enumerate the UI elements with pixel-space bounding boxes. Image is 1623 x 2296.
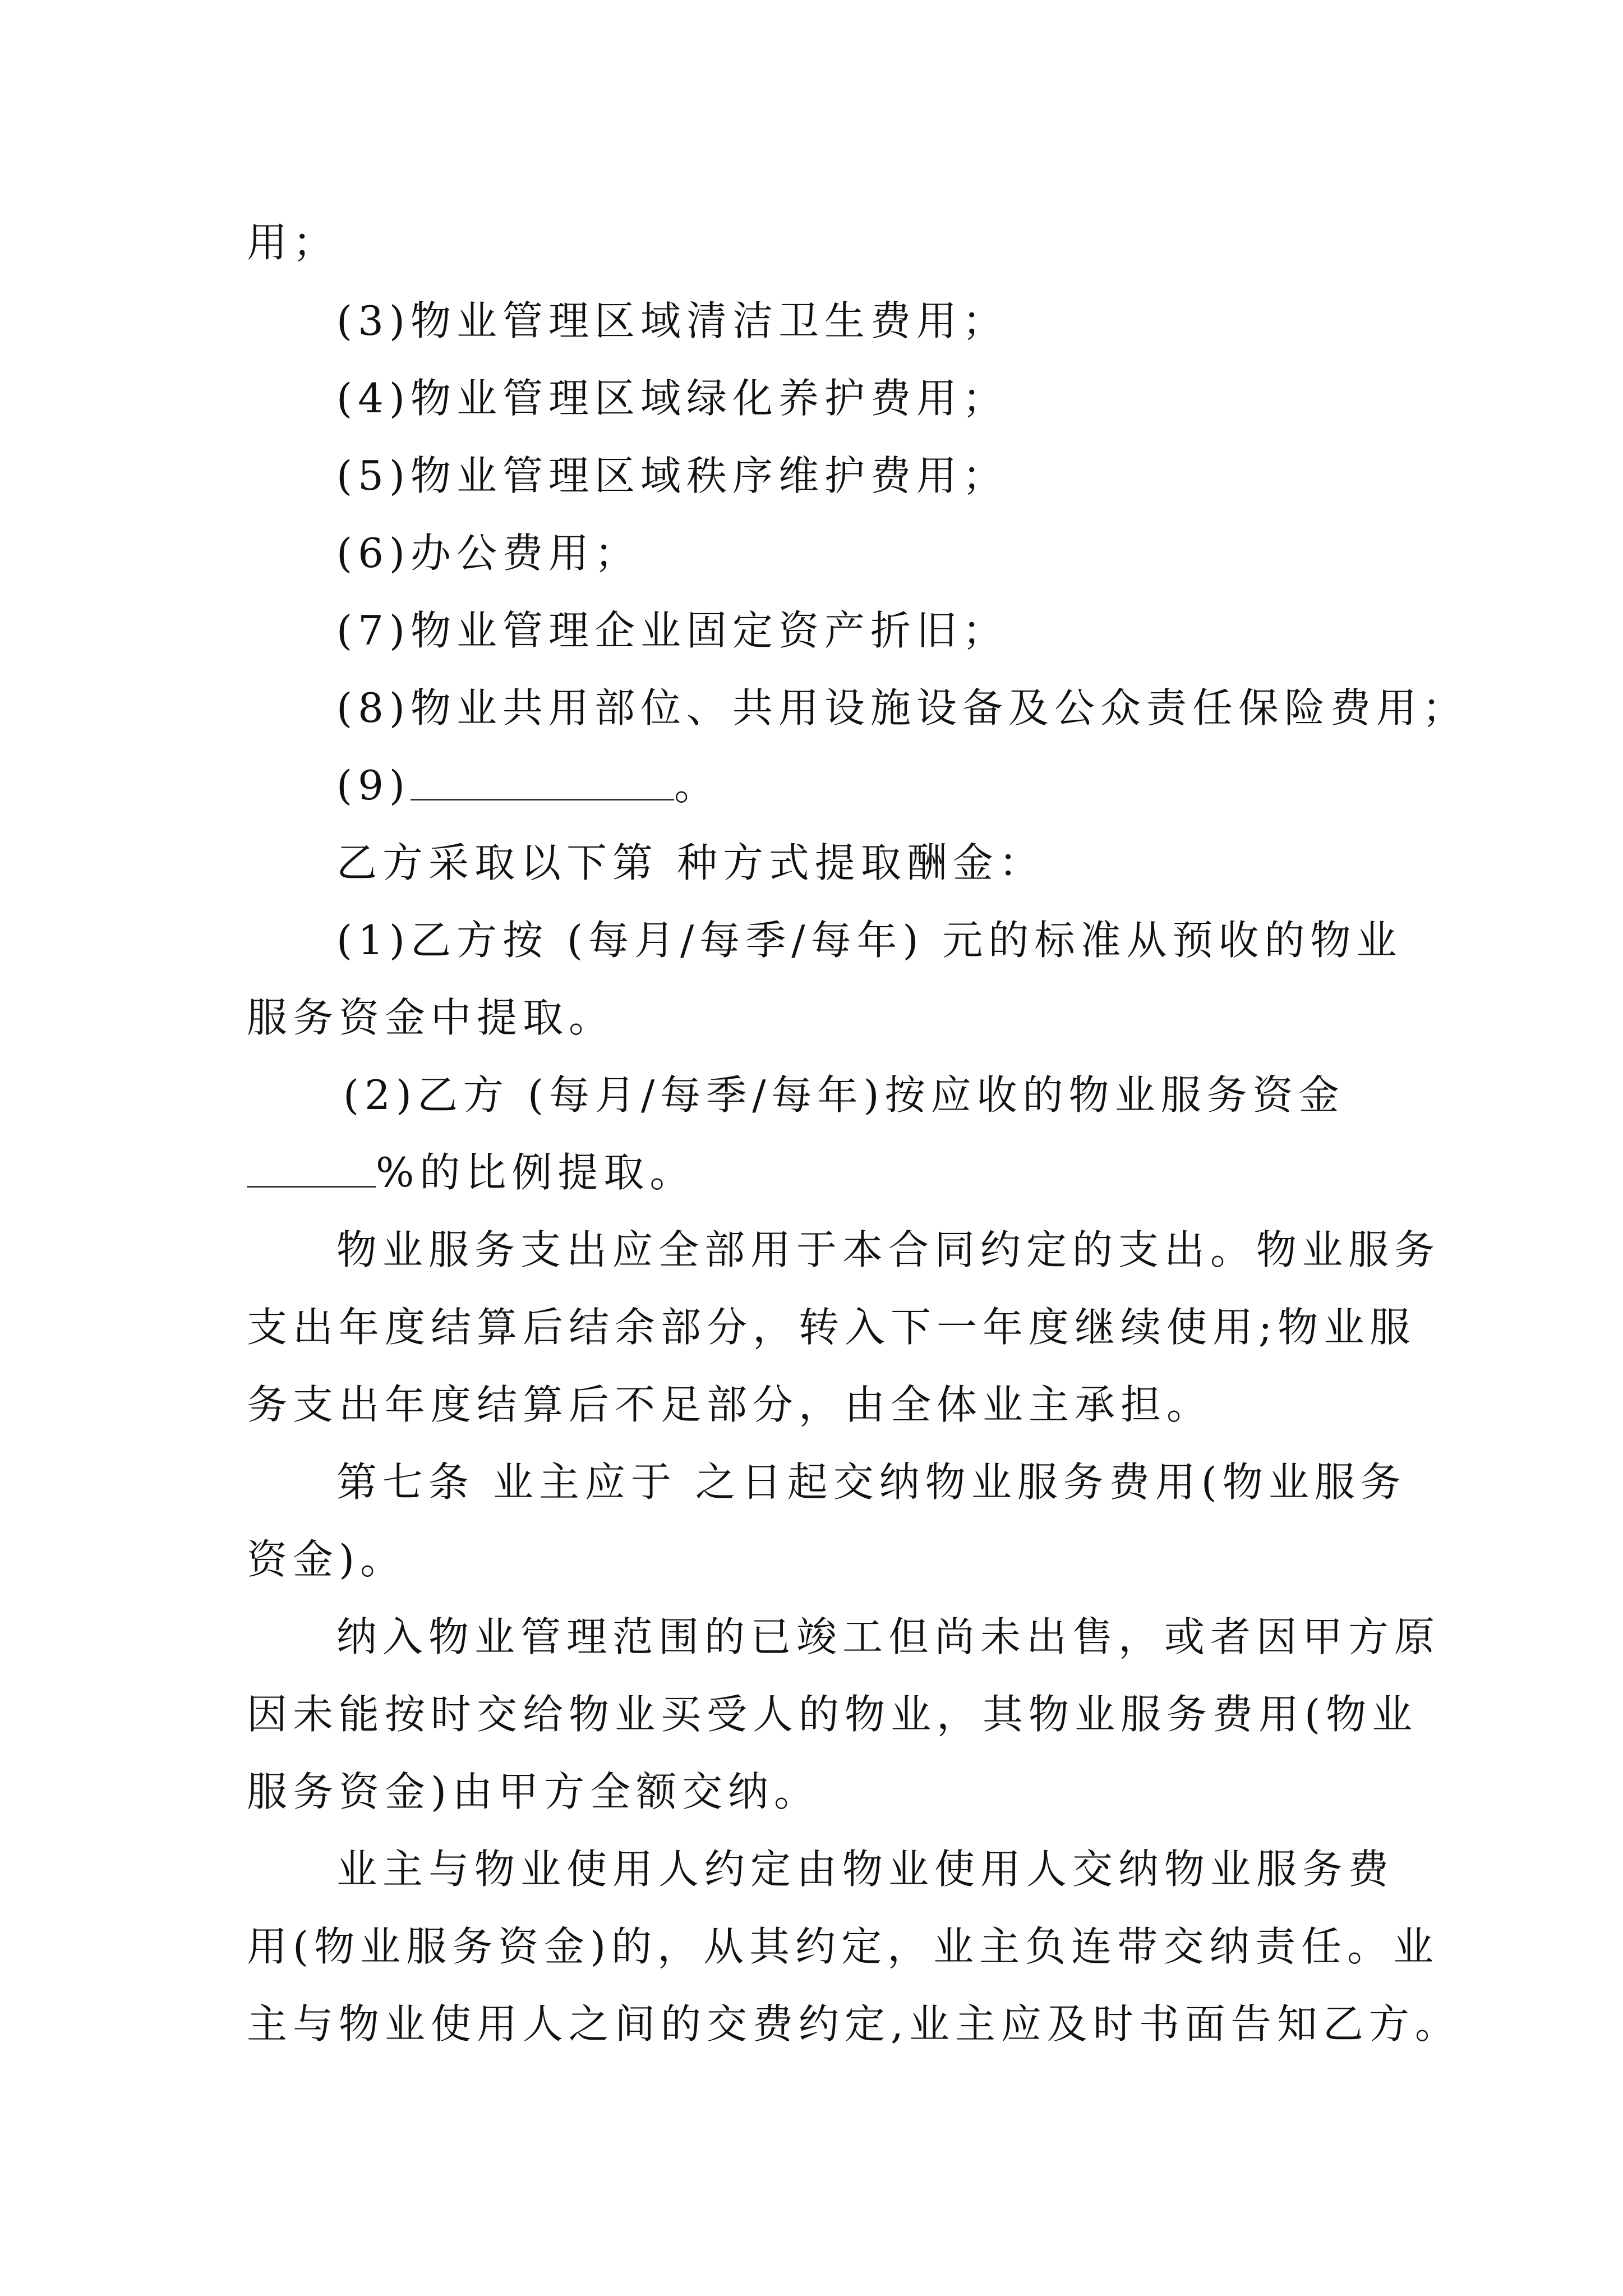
paragraph-unsold-line-2: [247, 1675, 1418, 1754]
paragraph-expenditure-line-2: [247, 1288, 1416, 1366]
paragraph-expenditure-line-3: [247, 1365, 1402, 1444]
line-text: (6)办公费用；: [336, 530, 640, 577]
line-text: 。: [674, 762, 721, 809]
line-text: %的比例提取。: [376, 1149, 696, 1196]
list-item-6: [336, 514, 1402, 592]
line-text: 服务资金)由甲方全额交纳。: [247, 1768, 820, 1815]
article-seven-line-2: [247, 1520, 1402, 1599]
paragraph-unsold-line-1: [336, 1598, 1441, 1676]
line-text: 服务资金中提取。: [247, 994, 615, 1041]
list-item-8: [336, 669, 1468, 747]
line-text: 因未能按时交给物业买受人的物业，其物业服务费用(物业: [247, 1691, 1418, 1738]
commission-option-1-continued: [247, 978, 1402, 1057]
line-text: 用；: [247, 219, 339, 266]
list-item-7: [336, 591, 1402, 670]
line-text: 第七条 业主应于 之日起交纳物业服务费用(物业服务: [336, 1458, 1407, 1506]
list-item-9: [336, 746, 1402, 825]
commission-method-intro: [336, 823, 1402, 902]
paragraph-unsold-line-3: [247, 1752, 1402, 1831]
line-text: (4)物业管理区域绿化养护费用；: [336, 375, 1008, 422]
line-text: 用(物业服务资金)的，从其约定，业主负连带交纳责任。业: [247, 1923, 1440, 1970]
line-text: (2)乙方 (每月/每季/每年)按应收的物业服务资金: [343, 1071, 1345, 1119]
list-item-4: [336, 359, 1402, 438]
line-text: (3)物业管理区域清洁卫生费用；: [336, 297, 1008, 344]
paragraph-occupant-line-2: [247, 1907, 1440, 1986]
paragraph-occupant-line-3: [247, 1985, 1461, 2063]
line-text: 纳入物业管理范围的已竣工但尚未出售，或者因甲方原: [336, 1613, 1441, 1660]
line-text: 乙方采取以下第 种方式提取酬金：: [336, 839, 1045, 886]
paragraph-expenditure-line-1: [336, 1211, 1441, 1289]
line-text: 支出年度结算后结余部分，转入下一年度继续使用;物业服: [247, 1304, 1416, 1351]
article-seven-line-1: [336, 1443, 1407, 1521]
line-text: 业主与物业使用人约定由物业使用人交纳物业服务费: [336, 1846, 1395, 1893]
list-item-5: [336, 436, 1402, 515]
line-text: (7)物业管理企业固定资产折旧；: [336, 607, 1008, 654]
line-text: (8)物业共用部位、共用设施设备及公众责任保险费用；: [336, 684, 1468, 731]
line-text: 务支出年度结算后不足部分，由全体业主承担。: [247, 1381, 1213, 1428]
list-item-3: [336, 282, 1402, 360]
fill-in-blank: [247, 1152, 376, 1188]
commission-option-2-continued: [247, 1133, 1402, 1212]
commission-option-1: [336, 901, 1402, 979]
text-line-1: [247, 203, 1402, 282]
fill-in-blank: [411, 765, 674, 800]
line-text: (5)物业管理区域秩序维护费用；: [336, 452, 1008, 499]
commission-option-2: [343, 1056, 1409, 1134]
line-text: (9): [336, 762, 411, 809]
paragraph-occupant-line-1: [336, 1830, 1402, 1908]
line-text: 资金)。: [247, 1536, 407, 1583]
line-text: (1)乙方按 (每月/每季/每年) 元的标准从预收的物业: [336, 917, 1403, 964]
line-text: 主与物业使用人之间的交费约定,业主应及时书面告知乙方。: [247, 2000, 1461, 2047]
line-text: 物业服务支出应全部用于本合同约定的支出。物业服务: [336, 1226, 1441, 1273]
